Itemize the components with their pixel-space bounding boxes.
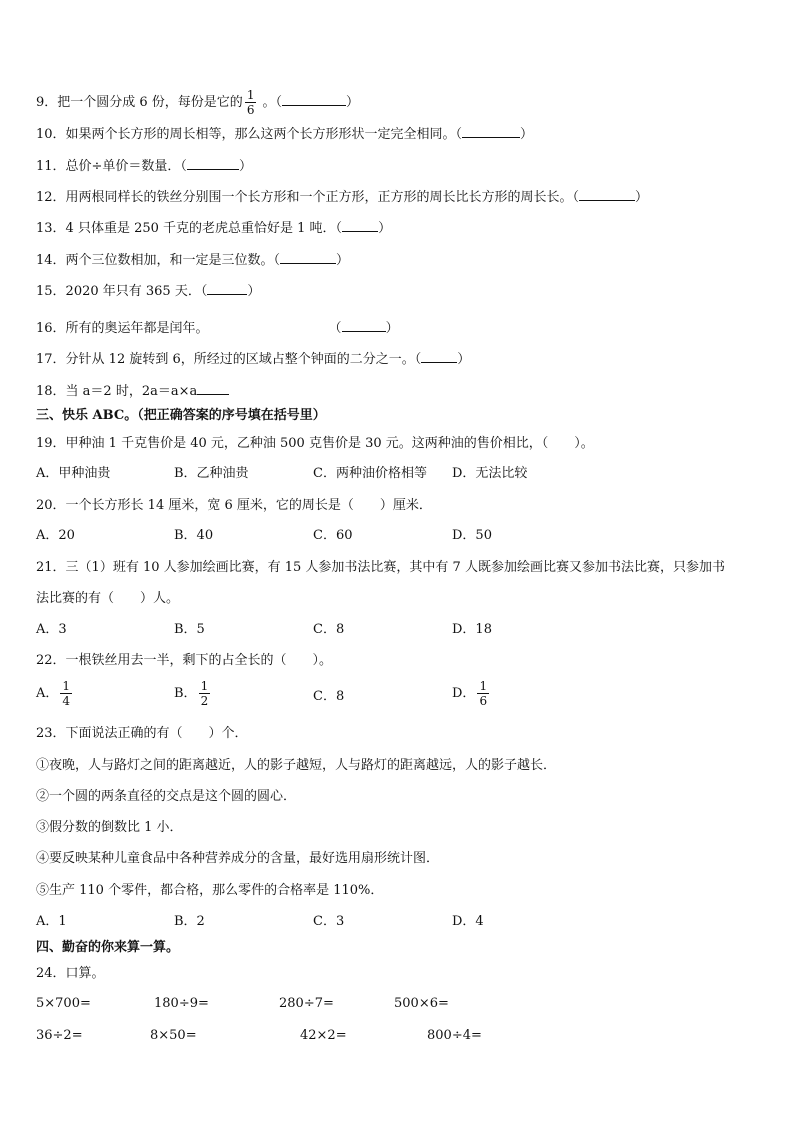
option-b: B． $\frac{1}{2}$ [174, 679, 209, 708]
fraction: $\frac{1}{2}$ [200, 679, 209, 708]
option-c: C．3 [313, 914, 345, 929]
statement-3: ③假分数的倒数比 1 小． [36, 820, 183, 835]
calc-item: 800÷4= [427, 1028, 482, 1043]
option-a: A． $\frac{1}{4}$ [36, 679, 71, 708]
calc-item: 280÷7= [279, 996, 334, 1011]
calc-item: 36÷2= [36, 1028, 83, 1043]
calc-item: 8×50= [150, 1028, 197, 1043]
option-a: A．20 [36, 528, 75, 543]
option-b: B．5 [174, 622, 205, 637]
question-16: 16．所有的奥运年都是闰年。 （ ） [36, 318, 399, 338]
statement-1: ①夜晚，人与路灯之间的距离越近，人的影子越短，人与路灯的距离越远，人的影子越长． [36, 758, 557, 773]
option-c: C．8 [313, 622, 345, 637]
calc-item: 5×700= [36, 996, 91, 1011]
fraction: $\frac{1}{6}$ [479, 679, 488, 708]
question-21-cont: 法比赛的有（ ）人。 [36, 591, 180, 606]
option-a: A．1 [36, 914, 67, 929]
answer-blank[interactable] [579, 187, 635, 201]
statement-5: ⑤生产 110 个零件，都合格，那么零件的合格率是 110%． [36, 883, 384, 898]
option-c: C．8 [313, 689, 345, 704]
answer-blank[interactable] [342, 318, 386, 332]
question-21: 21．三（1）班有 10 人参加绘画比赛，有 15 人参加书法比赛，其中有 7 人既参加绘画比赛又参加书法比赛，只参加书 [36, 560, 725, 575]
answer-blank[interactable] [421, 349, 457, 363]
question-17: 17．分针从 12 旋转到 6，所经过的区域占整个钟面的二分之一。（ ） [36, 349, 470, 369]
calc-item: 500×6= [394, 996, 449, 1011]
question-22: 22．一根铁丝用去一半，剩下的占全长的（ ）。 [36, 653, 333, 668]
question-9: 9．把一个圆分成 6 份，每份是它的 $\frac{1}{6}$ 。（ ） [36, 88, 359, 117]
question-10: 10．如果两个长方形的周长相等，那么这两个长方形形状一定完全相同。（ ） [36, 124, 533, 144]
question-15: 15．2020 年只有 365 天．（ ） [36, 281, 260, 301]
question-20: 20．一个长方形长 14 厘米，宽 6 厘米，它的周长是（ ）厘米． [36, 498, 432, 513]
question-12: 12．用两根同样长的铁丝分别围一个长方形和一个正方形，正方形的周长比长方形的周长长。（ ） [36, 187, 648, 207]
option-a: A．3 [36, 622, 67, 637]
answer-blank[interactable] [342, 218, 378, 232]
section-heading: 四、勤奋的你来算一算。 [36, 940, 180, 955]
section-heading: 三、快乐 ABC。（把正确答案的序号填在括号里） [36, 408, 326, 423]
option-d: D．18 [452, 622, 492, 637]
question-24: 24．口算。 [36, 966, 105, 981]
question-text: 9．把一个圆分成 6 份，每份是它的 [36, 95, 243, 110]
option-c: C．60 [313, 528, 353, 543]
statement-4: ④要反映某种儿童食品中各种营养成分的含量，最好选用扇形统计图． [36, 851, 440, 866]
option-d: D． $\frac{1}{6}$ [452, 679, 488, 708]
question-18: 18．当 a＝2 时，2a＝a×a [36, 381, 229, 401]
question-19: 19．甲种油 1 千克售价是 40 元，乙种油 500 克售价是 30 元。这两种油的售价相比，（ ）。 [36, 436, 594, 451]
option-b: B．乙种油贵 [174, 466, 249, 481]
question-13: 13．4 只体重是 250 千克的老虎总重恰好是 1 吨．（ ） [36, 218, 391, 238]
answer-blank[interactable] [197, 381, 229, 395]
answer-blank[interactable] [280, 250, 336, 264]
answer-blank[interactable] [462, 124, 520, 138]
answer-blank[interactable] [282, 92, 346, 106]
option-a: A．甲种油贵 [36, 466, 111, 481]
answer-blank[interactable] [187, 156, 239, 170]
calc-item: 180÷9= [154, 996, 209, 1011]
option-b: B．2 [174, 914, 205, 929]
option-d: D．无法比较 [452, 466, 528, 481]
question-14: 14．两个三位数相加，和一定是三位数。（ ） [36, 250, 349, 270]
option-b: B．40 [174, 528, 214, 543]
question-11: 11．总价÷单价＝数量．（ ） [36, 156, 252, 176]
fraction: $\frac{1}{6}$ [246, 88, 255, 117]
option-d: D．50 [452, 528, 492, 543]
option-c: C．两种油价格相等 [313, 466, 427, 481]
statement-2: ②一个圆的两条直径的交点是这个圆的圆心． [36, 789, 297, 804]
option-d: D．4 [452, 914, 484, 929]
fraction: $\frac{1}{4}$ [62, 679, 71, 708]
calc-item: 42×2= [300, 1028, 347, 1043]
answer-blank[interactable] [207, 281, 247, 295]
question-23: 23．下面说法正确的有（ ）个． [36, 726, 248, 741]
